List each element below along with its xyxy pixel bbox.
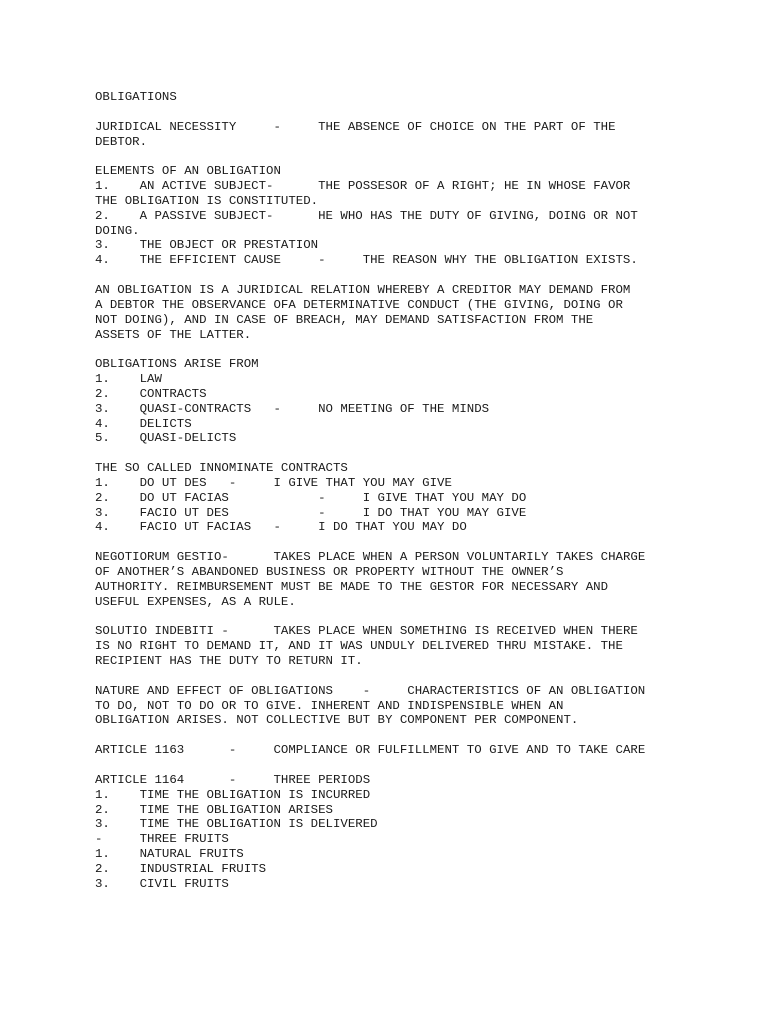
document-text: OBLIGATIONS JURIDICAL NECESSITY - THE ABSENCE OF CHOICE ON THE PART OF THE DEBTOR. ELEMENTS OF AN OBLIGATION 1. AN ACTIVE SUBJECT- THE POSSESOR OF A RIGHT; HE IN WHOSE FAVOR THE OBLIGATION IS CONSTITUTED. 2. A PASSIVE SUBJECT- HE WHO HAS THE DUTY OF GIVING, DOING OR NOT DOING. 3. THE OBJECT OR PRESTATION 4. THE EFFICIENT CAUSE - THE REASON WHY THE OBLIGATION EXISTS. AN OBLIGATION IS A JURIDICAL RELATION WHEREBY A CREDITOR MAY DEMAND FROM A DEBTOR THE OBSERVANCE OFA DETERMINATIVE CONDUCT (THE GIVING, DOING OR NOT DOING), AND IN CASE OF BREACH, MAY DEMAND SATISFACTION FROM THE ASSETS OF THE LATTER. OBLIGATIONS ARISE FROM 1. LAW 2. CONTRACTS 3. QUASI-CONTRACTS - NO MEETING OF THE MINDS 4. DELICTS 5. QUASI-DELICTS THE SO CALLED INNOMINATE CONTRACTS 1. DO UT DES - I GIVE THAT YOU MAY GIVE 2. DO UT FACIAS - I GIVE THAT YOU MAY DO 3. FACIO UT DES - I DO THAT YOU MAY GIVE 4. FACIO UT FACIAS - I DO THAT YOU MAY DO NEGOTIORUM GESTIO- TAKES PLACE WHEN A PERSON VOLUNTARILY TAKES CHARGE OF ANOTHER’S ABANDONED BUSINESS OR PROPERTY WITHOUT THE OWNER’S AUTHORITY. REIMBURSEMENT MUST BE MADE TO THE GESTOR FOR NECESSARY AND USEFUL EXPENSES, AS A RULE. SOLUTIO INDEBITI - TAKES PLACE WHEN SOMETHING IS RECEIVED WHEN THERE IS NO RIGHT TO DEMAND IT, AND IT WAS UNDULY DELIVERED THRU MISTAKE. THE RECIPIENT HAS THE DUTY TO RETURN IT. NATURE AND EFFECT OF OBLIGATIONS - CHARACTERISTICS OF AN OBLIGATION TO DO, NOT TO DO OR TO GIVE. INHERENT AND INDISPENSIBLE WHEN AN OBLIGATION ARISES. NOT COLLECTIVE BUT BY COMPONENT PER COMPONENT. ARTICLE 1163 - COMPLIANCE OR FULFILLMENT TO GIVE AND TO TAKE CARE ARTICLE 1164 - THREE PERIODS 1. TIME THE OBLIGATION IS INCURRED 2. TIME THE OBLIGATION ARISES 3. TIME THE OBLIGATION IS DELIVERED - THREE FRUITS 1. NATURAL FRUITS 2. INDUSTRIAL FRUITS 3. CIVIL FRUITS [95, 90, 646, 891]
